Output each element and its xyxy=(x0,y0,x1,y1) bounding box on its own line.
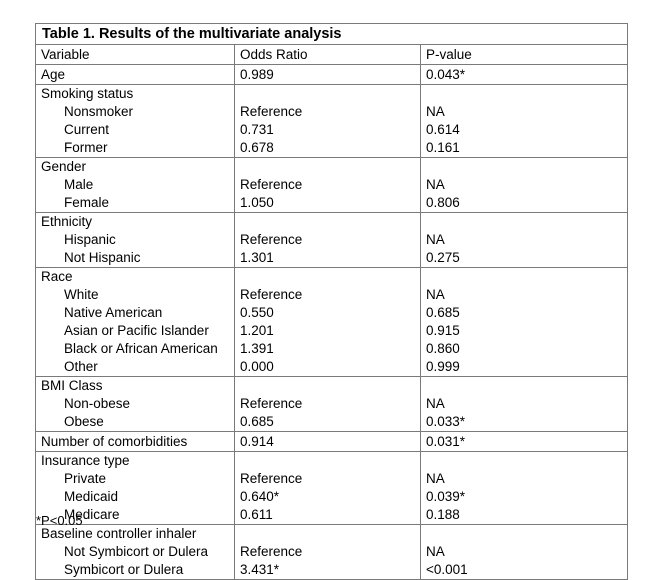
cell-p-value: NA xyxy=(426,104,445,119)
table-group-row xyxy=(36,85,628,158)
cell-p-value: <0.001 xyxy=(426,562,468,577)
spacer xyxy=(426,213,627,231)
cell-odds-ratio: 1.301 xyxy=(240,250,274,265)
table-body xyxy=(36,24,628,580)
group-odds-ratio-cell xyxy=(235,268,421,377)
group-p-value-cell xyxy=(421,525,628,580)
list-item: Asian or Pacific Islander xyxy=(64,323,209,338)
spacer xyxy=(240,158,420,176)
table-title: Table 1. Results of the multivariate analysis xyxy=(36,24,628,45)
list-item: Male xyxy=(64,177,94,192)
list-item: Former xyxy=(64,140,108,155)
table-row xyxy=(36,65,628,85)
cell-p-value: NA xyxy=(426,232,445,247)
group-label: Gender xyxy=(41,159,87,174)
column-header-odds-ratio: Odds Ratio xyxy=(235,45,421,65)
group-p-value-cell xyxy=(421,268,628,377)
table-group-row xyxy=(36,213,628,268)
cell-p-value: NA xyxy=(426,177,445,192)
cell-odds-ratio: 1.050 xyxy=(240,195,274,210)
cell-p-value: 0.275 xyxy=(426,250,460,265)
list-item: Private xyxy=(64,471,107,486)
row-odds-ratio: 0.989 xyxy=(235,65,421,85)
group-p-value-cell xyxy=(421,452,628,525)
cell-odds-ratio: Reference xyxy=(240,471,303,486)
cell-p-value: 0.806 xyxy=(426,195,460,210)
cell-p-value: NA xyxy=(426,396,445,411)
cell-odds-ratio: 3.431* xyxy=(240,562,280,577)
group-variable-cell xyxy=(36,377,235,432)
spacer xyxy=(240,213,420,231)
cell-p-value: 0.915 xyxy=(426,323,460,338)
group-p-value-cell xyxy=(421,213,628,268)
row-odds-ratio: 0.914 xyxy=(235,432,421,452)
row-label: Number of comorbidities xyxy=(36,432,235,452)
cell-odds-ratio: Reference xyxy=(240,177,303,192)
spacer xyxy=(426,377,627,395)
spacer xyxy=(240,268,420,286)
group-odds-ratio-cell xyxy=(235,85,421,158)
group-odds-ratio-cell xyxy=(235,452,421,525)
group-label: Insurance type xyxy=(41,453,130,468)
cell-p-value: 0.161 xyxy=(426,140,460,155)
list-item: Female xyxy=(64,195,110,210)
table-row xyxy=(36,432,628,452)
cell-odds-ratio: 1.201 xyxy=(240,323,274,338)
list-item: Medicare xyxy=(64,507,120,522)
group-variable-cell xyxy=(36,525,235,580)
group-p-value-cell xyxy=(421,158,628,213)
cell-p-value: 0.033* xyxy=(426,414,466,429)
cell-p-value: 0.188 xyxy=(426,507,460,522)
multivariate-results-table xyxy=(35,23,628,580)
list-item: White xyxy=(64,287,99,302)
table-group-row xyxy=(36,377,628,432)
spacer xyxy=(426,452,627,470)
cell-odds-ratio: 0.611 xyxy=(240,507,273,522)
group-variable-cell xyxy=(36,85,235,158)
cell-odds-ratio: Reference xyxy=(240,396,303,411)
cell-odds-ratio: Reference xyxy=(240,544,303,559)
group-odds-ratio-cell xyxy=(235,158,421,213)
spacer xyxy=(240,525,420,543)
spacer xyxy=(426,85,627,103)
spacer xyxy=(426,158,627,176)
table-header-row xyxy=(36,45,628,65)
group-label: Race xyxy=(41,269,73,284)
list-item: Not Hispanic xyxy=(64,250,141,265)
row-label: Age xyxy=(36,65,235,85)
cell-p-value: 0.685 xyxy=(426,305,460,320)
list-item: Symbicort or Dulera xyxy=(64,562,184,577)
table-title-row xyxy=(36,24,628,45)
list-item: Black or African American xyxy=(64,341,218,356)
group-label: Smoking status xyxy=(41,86,134,101)
results-table-container xyxy=(35,23,627,580)
spacer xyxy=(240,85,420,103)
cell-odds-ratio: 0.678 xyxy=(240,140,274,155)
spacer xyxy=(426,525,627,543)
list-item: Non-obese xyxy=(64,396,131,411)
list-item: Hispanic xyxy=(64,232,116,247)
cell-p-value: NA xyxy=(426,544,445,559)
table-group-row xyxy=(36,268,628,377)
group-label: Baseline controller inhaler xyxy=(41,526,197,541)
group-variable-cell xyxy=(36,213,235,268)
cell-odds-ratio: Reference xyxy=(240,232,303,247)
group-p-value-cell xyxy=(421,85,628,158)
cell-p-value: NA xyxy=(426,287,445,302)
cell-odds-ratio: 0.731 xyxy=(240,122,274,137)
list-item: Medicaid xyxy=(64,489,119,504)
table-group-row xyxy=(36,452,628,525)
group-p-value-cell xyxy=(421,377,628,432)
list-item: Other xyxy=(64,359,98,374)
cell-p-value: 0.039* xyxy=(426,489,466,504)
cell-odds-ratio: 1.391 xyxy=(240,341,274,356)
list-item: Native American xyxy=(64,305,163,320)
table-footnote: *P<0.05 xyxy=(36,513,83,528)
spacer xyxy=(240,452,420,470)
cell-odds-ratio: Reference xyxy=(240,104,303,119)
spacer xyxy=(426,268,627,286)
cell-odds-ratio: 0.550 xyxy=(240,305,274,320)
group-odds-ratio-cell xyxy=(235,213,421,268)
list-item: Nonsmoker xyxy=(64,104,134,119)
list-item: Obese xyxy=(64,414,104,429)
group-odds-ratio-cell xyxy=(235,525,421,580)
column-header-p-value: P-value xyxy=(421,45,628,65)
list-item: Not Symbicort or Dulera xyxy=(64,544,209,559)
group-variable-cell xyxy=(36,158,235,213)
cell-odds-ratio: 0.685 xyxy=(240,414,274,429)
spacer xyxy=(240,377,420,395)
cell-odds-ratio: 0.000 xyxy=(240,359,274,374)
row-p-value: 0.043* xyxy=(421,65,628,85)
cell-p-value: NA xyxy=(426,471,445,486)
cell-p-value: 0.860 xyxy=(426,341,460,356)
group-odds-ratio-cell xyxy=(235,377,421,432)
column-header-variable: Variable xyxy=(36,45,235,65)
cell-odds-ratio: 0.640* xyxy=(240,489,280,504)
group-label: Ethnicity xyxy=(41,214,93,229)
cell-odds-ratio: Reference xyxy=(240,287,303,302)
table-group-row xyxy=(36,525,628,580)
cell-p-value: 0.999 xyxy=(426,359,460,374)
row-p-value: 0.031* xyxy=(421,432,628,452)
group-variable-cell xyxy=(36,268,235,377)
cell-p-value: 0.614 xyxy=(426,122,460,137)
group-label: BMI Class xyxy=(41,378,103,393)
table-group-row xyxy=(36,158,628,213)
list-item: Current xyxy=(64,122,110,137)
